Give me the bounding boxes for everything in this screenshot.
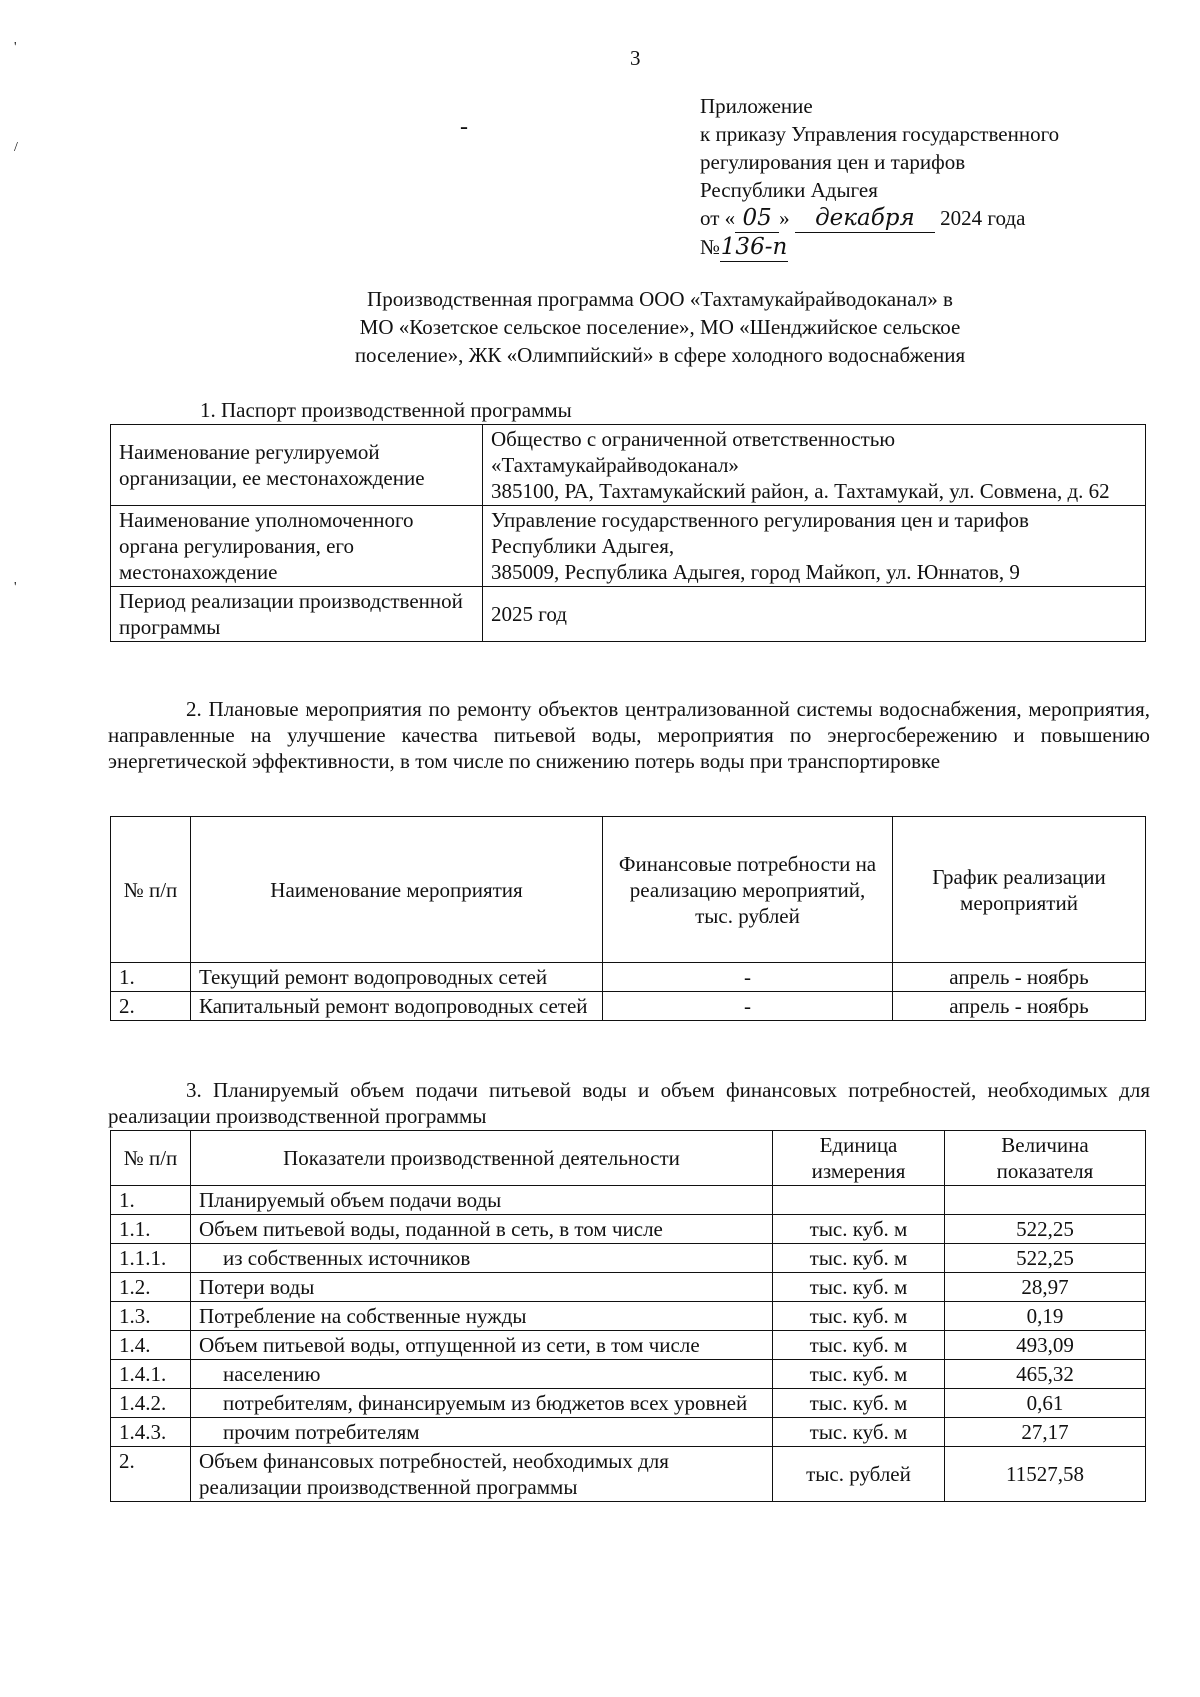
passport-value-line: 385009, Республика Адыгея, город Майкоп, ул. Юннатов, 9 [491,560,1020,584]
cell-unit: тыс. куб. м [773,1273,945,1302]
passport-value [483,425,1146,506]
header-cell: № п/п [111,817,191,963]
cell-num: 1.4.3. [111,1418,191,1447]
table-row [111,1244,1146,1273]
cell-name: Объем питьевой воды, отпущенной из сети, в том числе [191,1331,773,1360]
cell-unit: тыс. куб. м [773,1302,945,1331]
appendix-line: регулирования цен и тарифов [700,150,966,174]
scan-mark: - [460,114,468,140]
table-row [111,587,1146,642]
scan-mark: / [14,140,18,155]
cell-name: Объем финансовых потребностей, необходимых для реализации производственной программы [191,1447,773,1502]
cell-unit: тыс. куб. м [773,1418,945,1447]
passport-value-line: «Тахтамукайрайводоканал» [491,453,739,477]
header-cell: Величина показателя [945,1131,1146,1186]
cell-name: Потребление на собственные нужды [191,1302,773,1331]
cell-value: 27,17 [945,1418,1146,1447]
appendix-line: к приказу Управления государственного [700,122,1060,146]
header-cell: Финансовые потребности на реализацию мероприятий, тыс. рублей [603,817,893,963]
cell-schedule: апрель - ноябрь [893,963,1146,992]
appendix-block [700,92,1059,262]
cell-unit: тыс. куб. м [773,1215,945,1244]
appendix-date [700,204,1059,233]
cell-value: 11527,58 [945,1447,1146,1502]
passport-label: Период реализации производственной программы [111,587,483,642]
date-suffix: 2024 года [940,206,1026,230]
table-row [111,506,1146,587]
handwritten-number: 136-п [720,234,788,260]
cell-num: 2. [111,1447,191,1502]
date-mid: » [779,206,790,230]
header-cell: Показатели производственной деятельности [191,1131,773,1186]
cell-name: Потери воды [191,1273,773,1302]
number-prefix: № [700,235,721,259]
cell-name: Планируемый объем подачи воды [191,1186,773,1215]
cell-unit: тыс. куб. м [773,1360,945,1389]
date-prefix: от « [700,206,736,230]
cell-name [191,1389,773,1418]
cell-schedule: апрель - ноябрь [893,992,1146,1021]
cell-num: 1.2. [111,1273,191,1302]
table-row [111,1418,1146,1447]
table-row [111,1360,1146,1389]
cell-value [945,1186,1146,1215]
section1-heading: 1. Паспорт производственной программы [200,398,572,422]
cell-value: 28,97 [945,1273,1146,1302]
cell-num: 1.3. [111,1302,191,1331]
cell-num: 2. [111,992,191,1021]
cell-finance: - [603,992,893,1021]
header-cell: График реализации мероприятий [893,817,1146,963]
page-number: 3 [630,46,641,70]
table-row [111,425,1146,506]
appendix-line: Приложение [700,94,813,118]
program-title-line: МО «Козетское сельское поселение», МО «Шенджийское сельское [359,315,961,339]
cell-name-text: потребителям, финансируемым из бюджетов всех уровней [223,1391,748,1415]
cell-num: 1.4. [111,1331,191,1360]
cell-unit: тыс. куб. м [773,1244,945,1273]
passport-value [483,587,1146,642]
cell-name: Капитальный ремонт водопроводных сетей [191,992,603,1021]
cell-num: 1.4.2. [111,1389,191,1418]
header-cell: № п/п [111,1131,191,1186]
cell-value: 465,32 [945,1360,1146,1389]
passport-value-line: Общество с ограниченной ответственностью [491,427,896,451]
cell-unit: тыс. куб. м [773,1331,945,1360]
table-header-row [111,1131,1146,1186]
passport-value [483,506,1146,587]
passport-value-line: 385100, РА, Тахтамукайский район, а. Тахтамукай, ул. Совмена, д. 62 [491,479,1110,503]
section3-heading: 3. Планируемый объем подачи питьевой воды и объем финансовых потребностей, необходимых для реализации производственной программы [108,1078,1150,1128]
cell-num: 1.1. [111,1215,191,1244]
handwritten-day: 05 [735,204,779,233]
header-cell: Наименование мероприятия [191,817,603,963]
cell-value: 522,25 [945,1215,1146,1244]
program-title-line: Производственная программа ООО «Тахтамукайрайводоканал» в [367,287,953,311]
appendix-number [700,233,1059,262]
table-row [111,1389,1146,1418]
cell-name: Объем питьевой воды, поданной в сеть, в том числе [191,1215,773,1244]
table-row [111,1186,1146,1215]
cell-value: 493,09 [945,1331,1146,1360]
program-title-line: поселение», ЖК «Олимпийский» в сфере холодного водоснабжения [354,343,966,367]
passport-value-line: Управление государственного регулирования цен и тарифов Республики Адыгея, [491,508,1029,558]
program-title [300,285,1020,369]
header-cell: Единица измерения [773,1131,945,1186]
cell-name: из собственных источников [191,1244,773,1273]
cell-num: 1. [111,1186,191,1215]
cell-num: 1.4.1. [111,1360,191,1389]
table-row [111,992,1146,1021]
scan-mark: ' [14,40,17,55]
cell-value: 0,61 [945,1389,1146,1418]
scan-mark: ' [14,580,17,595]
table-row [111,1302,1146,1331]
section2-heading: 2. Плановые мероприятия по ремонту объектов централизованной системы водоснабжения, мероприятия, направленные на улучшение качества питьевой воды, мероприятия по энергосбережению и повышению энергетической эффективности, в том числе по снижению потерь воды при транспортировке [108,697,1150,773]
cell-name: Текущий ремонт водопроводных сетей [191,963,603,992]
table-row [111,1215,1146,1244]
cell-name: прочим потребителям [191,1418,773,1447]
appendix-line: Республики Адыгея [700,178,878,202]
cell-num: 1. [111,963,191,992]
passport-value-line: 2025 год [491,602,567,626]
table-row [111,1331,1146,1360]
table-row [111,963,1146,992]
cell-unit [773,1186,945,1215]
table-row [111,1447,1146,1502]
cell-value: 0,19 [945,1302,1146,1331]
table-row [111,1273,1146,1302]
passport-table [110,424,1146,642]
cell-num: 1.1.1. [111,1244,191,1273]
cell-name: населению [191,1360,773,1389]
measures-table [110,816,1146,1021]
passport-label: Наименование уполномоченного органа регулирования, его местонахождение [111,506,483,587]
cell-finance: - [603,963,893,992]
cell-unit: тыс. рублей [773,1447,945,1502]
handwritten-month: декабря [795,204,935,233]
indicators-table [110,1130,1146,1502]
passport-label: Наименование регулируемой организации, ее местонахождение [111,425,483,506]
cell-value: 522,25 [945,1244,1146,1273]
table-header-row [111,817,1146,963]
cell-unit: тыс. куб. м [773,1389,945,1418]
